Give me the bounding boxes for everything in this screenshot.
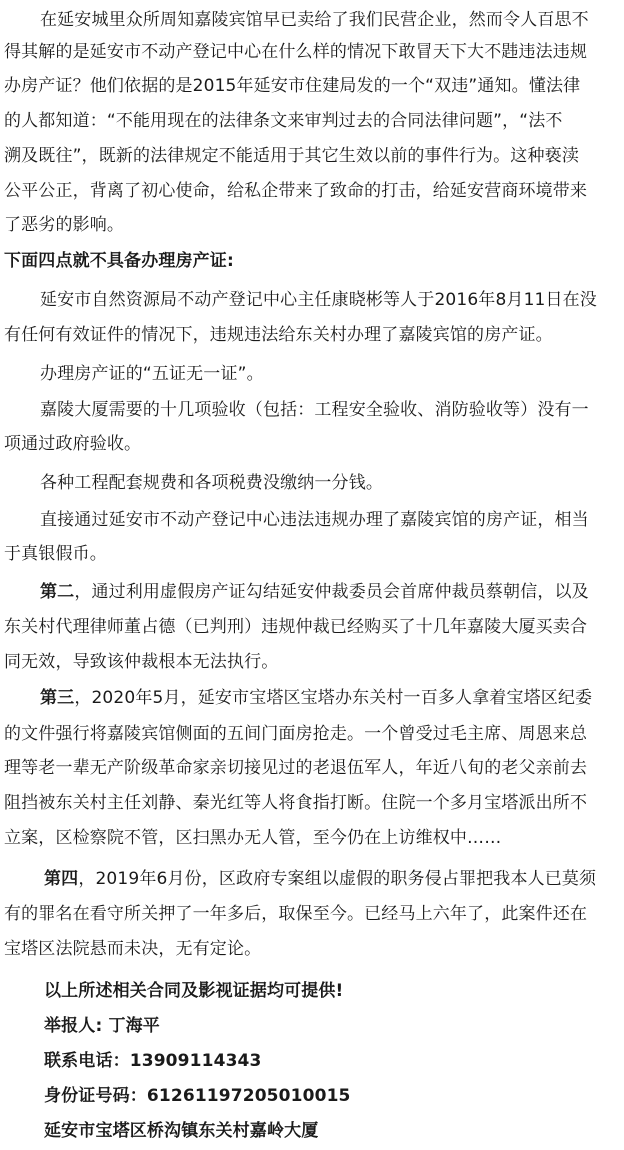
p4-line-2: 项通过政府验收。	[4, 434, 142, 454]
id-card-number: 身份证号码：61261197205010015	[44, 1086, 351, 1106]
p7-line-3: 同无效，导致该仲裁根本无法执行。	[4, 652, 279, 672]
p1-line-2: 得其解的是延安市不动产登记中心在什么样的情况下敢冒天下大不韪违法违规	[4, 42, 588, 62]
p6-line-2: 于真银假币。	[4, 544, 107, 564]
section-heading: 下面四点就不具备办理房产证:	[4, 251, 234, 271]
evidence-statement: 以上所述相关合同及影视证据均可提供!	[44, 981, 344, 1001]
p8-line-1	[40, 688, 592, 708]
p8-text: ，2020年5月，延安市宝塔区宝塔办东关村一百多人拿着宝塔区纪委	[74, 688, 593, 708]
p1-line-4: 的人都知道：“不能用现在的法律条文来审判过去的合同法律问题”，“法不	[4, 111, 563, 131]
p8-line-5: 立案，区检察院不管，区扫黑办无人管，至今仍在上访维权中……	[4, 828, 502, 848]
p9-line-3: 宝塔区法院悬而未决，无有定论。	[4, 939, 262, 959]
p9-line-2: 有的罪名在看守所关押了一年多后，取保至今。已经马上六年了，此案件还在	[4, 904, 588, 924]
p1-line-5: 溯及既往”，既新的法律规定不能适用于其它生效以前的事件行为。这种亵渎	[4, 146, 579, 166]
p3-line-1: 办理房产证的“五证无一证”。	[40, 364, 264, 384]
p7-line-1	[40, 582, 589, 602]
p5-line-1: 各种工程配套规费和各项税费没缴纳一分钱。	[40, 473, 383, 493]
p1-line-7: 了恶劣的影响。	[4, 215, 125, 235]
p7-lead: 第二	[40, 582, 75, 602]
p8-line-3: 理等老一辈无产阶级革命家亲切接见过的老退伍军人，年近八旬的老父亲前去	[4, 758, 588, 778]
p1-line-1: 在延安城里众所周知嘉陵宾馆早已卖给了我们民营企业，然而令人百思不	[40, 10, 589, 30]
reporter-name: 举报人: 丁海平	[44, 1016, 160, 1036]
p6-line-1: 直接通过延安市不动产登记中心违法违规办理了嘉陵宾馆的房产证，相当	[40, 510, 589, 530]
p8-lead: 第三	[40, 688, 75, 708]
p1-line-3: 办房产证？他们依据的是2015年延安市住建局发的一个“双违”通知。懂法律	[4, 76, 581, 96]
p7-text: ，通过利用虚假房产证勾结延安仲裁委员会首席仲裁员蔡朝信，以及	[74, 582, 589, 602]
p8-line-2: 的文件强行将嘉陵宾馆侧面的五间门面房抢走。一个曾受过毛主席、周恩来总	[4, 724, 588, 744]
p9-text: ，2019年6月份，区政府专案组以虚假的职务侵占罪把我本人已莫须	[78, 869, 597, 889]
p2-line-1: 延安市自然资源局不动产登记中心主任康晓彬等人于2016年8月11日在没	[40, 290, 597, 310]
p2-line-2: 有任何有效证件的情况下，违规违法给东关村办理了嘉陵宾馆的房产证。	[4, 325, 553, 345]
p9-line-1	[44, 869, 596, 889]
address: 延安市宝塔区桥沟镇东关村嘉岭大厦	[44, 1121, 319, 1141]
contact-phone: 联系电话：13909114343	[44, 1051, 262, 1071]
p8-line-4: 阻挡被东关村主任刘静、秦光红等人将食指打断。住院一个多月宝塔派出所不	[4, 793, 588, 813]
p7-line-2: 东关村代理律师董占德（已判刑）违规仲裁已经购买了十几年嘉陵大厦买卖合	[4, 617, 588, 637]
p9-lead: 第四	[44, 869, 79, 889]
p1-line-6: 公平公正，背离了初心使命，给私企带来了致命的打击，给延安营商环境带来	[4, 181, 588, 201]
p4-line-1: 嘉陵大厦需要的十几项验收（包括：工程安全验收、消防验收等）没有一	[40, 400, 589, 420]
